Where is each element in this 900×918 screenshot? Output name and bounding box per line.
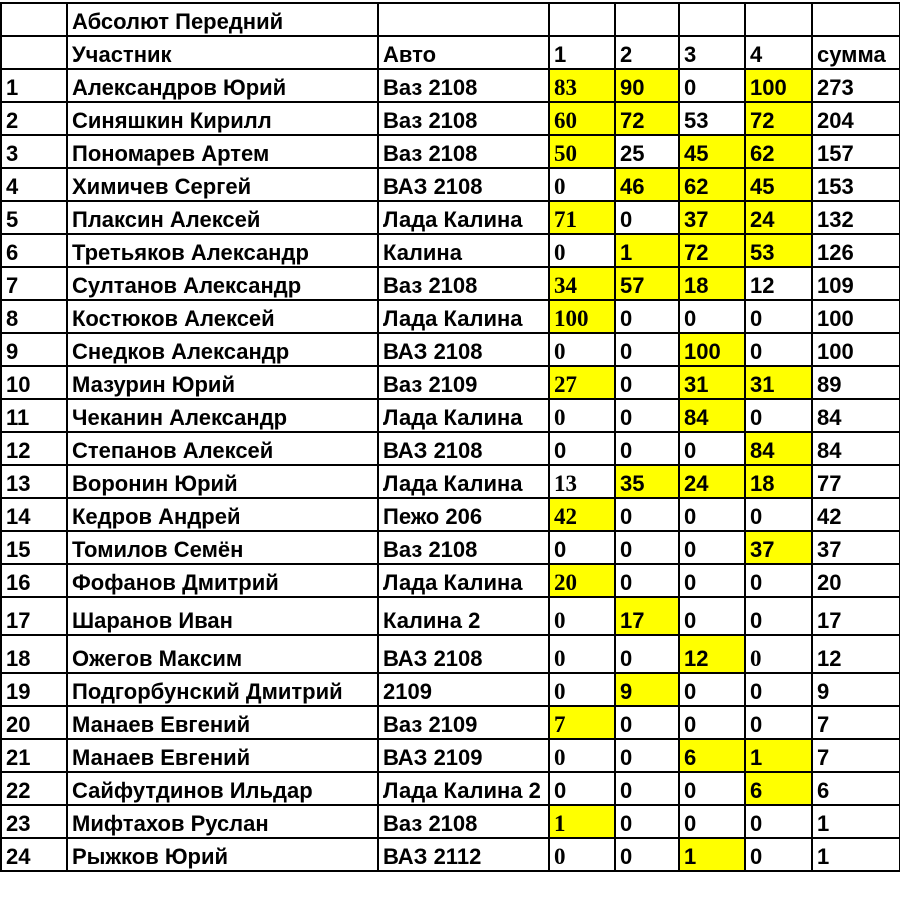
- round-4-score-cell: 0: [745, 597, 812, 635]
- round-1-score-cell: 13: [549, 465, 615, 498]
- table-row: [1, 135, 900, 168]
- round-3-score-cell: 0: [679, 498, 745, 531]
- sum-cell: 9: [812, 673, 900, 706]
- round-3-score-cell: 0: [679, 300, 745, 333]
- table-row: [1, 635, 900, 673]
- round-1-score-cell: 0: [549, 772, 615, 805]
- position-cell: 2: [1, 102, 67, 135]
- car-cell: Пежо 206: [378, 498, 549, 531]
- round-2-score-cell: 1: [615, 234, 679, 267]
- participant-name-cell: Воронин Юрий: [67, 465, 378, 498]
- position-cell: 3: [1, 135, 67, 168]
- position-cell: 16: [1, 564, 67, 597]
- round-4-score-cell: 0: [745, 564, 812, 597]
- table-row: [1, 234, 900, 267]
- sum-cell: 100: [812, 300, 900, 333]
- round-1-score-cell: 0: [549, 432, 615, 465]
- round-3-score-cell: 84: [679, 399, 745, 432]
- sum-cell: 37: [812, 531, 900, 564]
- sum-cell: 1: [812, 805, 900, 838]
- position-cell: 19: [1, 673, 67, 706]
- table-row: [1, 805, 900, 838]
- position-cell: 18: [1, 635, 67, 673]
- car-cell: ВАЗ 2109: [378, 739, 549, 772]
- round-3-score-cell: 37: [679, 201, 745, 234]
- round-4-score-cell: 53: [745, 234, 812, 267]
- car-cell: ВАЗ 2112: [378, 838, 549, 871]
- participant-name-cell: Подгорбунский Дмитрий: [67, 673, 378, 706]
- header-round-1: 1: [549, 36, 615, 69]
- round-1-score-cell: 0: [549, 168, 615, 201]
- round-3-score-cell: 6: [679, 739, 745, 772]
- car-cell: Лада Калина: [378, 300, 549, 333]
- table-row: [1, 531, 900, 564]
- round-2-score-cell: 17: [615, 597, 679, 635]
- round-4-score-cell: 0: [745, 399, 812, 432]
- round-1-score-cell: 0: [549, 739, 615, 772]
- round-1-score-cell: 1: [549, 805, 615, 838]
- sum-cell: 109: [812, 267, 900, 300]
- car-cell: Лада Калина: [378, 564, 549, 597]
- round-4-score-cell: 0: [745, 498, 812, 531]
- round-3-score-cell: 0: [679, 69, 745, 102]
- round-3-score-cell: 45: [679, 135, 745, 168]
- car-cell: Лада Калина: [378, 399, 549, 432]
- table-row: [1, 366, 900, 399]
- sheet-title: Абсолют Передний: [67, 3, 378, 36]
- round-4-score-cell: 84: [745, 432, 812, 465]
- table-row: [1, 399, 900, 432]
- sum-cell: 1: [812, 838, 900, 871]
- sum-cell: 77: [812, 465, 900, 498]
- round-1-score-cell: 0: [549, 333, 615, 366]
- round-2-score-cell: 0: [615, 739, 679, 772]
- round-4-score-cell: 72: [745, 102, 812, 135]
- round-3-score-cell: 72: [679, 234, 745, 267]
- sum-cell: 132: [812, 201, 900, 234]
- round-1-score-cell: 50: [549, 135, 615, 168]
- car-cell: Ваз 2108: [378, 102, 549, 135]
- car-cell: Ваз 2108: [378, 135, 549, 168]
- round-2-score-cell: 9: [615, 673, 679, 706]
- round-2-score-cell: 0: [615, 564, 679, 597]
- participant-name-cell: Синяшкин Кирилл: [67, 102, 378, 135]
- round-4-score-cell: 37: [745, 531, 812, 564]
- round-1-score-cell: 60: [549, 102, 615, 135]
- round-4-score-cell: 1: [745, 739, 812, 772]
- round-4-score-cell: 0: [745, 673, 812, 706]
- round-3-score-cell: 31: [679, 366, 745, 399]
- round-3-score-cell: 18: [679, 267, 745, 300]
- participant-name-cell: Ожегов Максим: [67, 635, 378, 673]
- position-cell: 21: [1, 739, 67, 772]
- participant-name-cell: Манаев Евгений: [67, 706, 378, 739]
- sum-cell: 273: [812, 69, 900, 102]
- round-1-score-cell: 0: [549, 234, 615, 267]
- participant-name-cell: Мифтахов Руслан: [67, 805, 378, 838]
- round-2-score-cell: 0: [615, 498, 679, 531]
- participant-name-cell: Фофанов Дмитрий: [67, 564, 378, 597]
- table-row: [1, 838, 900, 871]
- round-1-score-cell: 0: [549, 838, 615, 871]
- table-row: [1, 673, 900, 706]
- round-3-score-cell: 24: [679, 465, 745, 498]
- round-1-score-cell: 27: [549, 366, 615, 399]
- round-3-score-cell: 53: [679, 102, 745, 135]
- sum-cell: 126: [812, 234, 900, 267]
- header-sum: сумма: [812, 36, 900, 69]
- round-3-score-cell: 0: [679, 432, 745, 465]
- table-row: [1, 168, 900, 201]
- header-car: Авто: [378, 36, 549, 69]
- participant-name-cell: Сайфутдинов Ильдар: [67, 772, 378, 805]
- round-2-score-cell: 0: [615, 300, 679, 333]
- position-cell: 13: [1, 465, 67, 498]
- header-round-4: 4: [745, 36, 812, 69]
- position-cell: 4: [1, 168, 67, 201]
- table-row: [1, 102, 900, 135]
- cell-blank: [679, 3, 745, 36]
- header-row: [1, 36, 900, 69]
- position-cell: 24: [1, 838, 67, 871]
- position-cell: 5: [1, 201, 67, 234]
- participant-name-cell: Плаксин Алексей: [67, 201, 378, 234]
- round-2-score-cell: 25: [615, 135, 679, 168]
- car-cell: Калина: [378, 234, 549, 267]
- round-3-score-cell: 0: [679, 772, 745, 805]
- car-cell: Ваз 2108: [378, 69, 549, 102]
- sum-cell: 7: [812, 739, 900, 772]
- round-4-score-cell: 31: [745, 366, 812, 399]
- cell-blank: [615, 3, 679, 36]
- round-1-score-cell: 0: [549, 531, 615, 564]
- round-1-score-cell: 83: [549, 69, 615, 102]
- car-cell: Калина 2: [378, 597, 549, 635]
- position-cell: 11: [1, 399, 67, 432]
- round-1-score-cell: 7: [549, 706, 615, 739]
- round-1-score-cell: 0: [549, 635, 615, 673]
- cell-blank: [378, 3, 549, 36]
- round-3-score-cell: 0: [679, 564, 745, 597]
- position-cell: 8: [1, 300, 67, 333]
- round-2-score-cell: 46: [615, 168, 679, 201]
- car-cell: Лада Калина 2: [378, 772, 549, 805]
- car-cell: Ваз 2109: [378, 366, 549, 399]
- car-cell: ВАЗ 2108: [378, 635, 549, 673]
- table-row: [1, 772, 900, 805]
- car-cell: Ваз 2108: [378, 267, 549, 300]
- car-cell: ВАЗ 2108: [378, 168, 549, 201]
- round-4-score-cell: 0: [745, 635, 812, 673]
- sum-cell: 84: [812, 399, 900, 432]
- round-4-score-cell: 0: [745, 300, 812, 333]
- sum-cell: 7: [812, 706, 900, 739]
- participant-name-cell: Манаев Евгений: [67, 739, 378, 772]
- position-cell: 17: [1, 597, 67, 635]
- sum-cell: 157: [812, 135, 900, 168]
- round-3-score-cell: 100: [679, 333, 745, 366]
- round-3-score-cell: 0: [679, 805, 745, 838]
- round-3-score-cell: 0: [679, 673, 745, 706]
- round-2-score-cell: 0: [615, 366, 679, 399]
- participant-name-cell: Химичев Сергей: [67, 168, 378, 201]
- car-cell: ВАЗ 2108: [378, 333, 549, 366]
- header-participant: Участник: [67, 36, 378, 69]
- participant-name-cell: Кедров Андрей: [67, 498, 378, 531]
- participant-name-cell: Третьяков Александр: [67, 234, 378, 267]
- round-1-score-cell: 0: [549, 673, 615, 706]
- round-2-score-cell: 0: [615, 635, 679, 673]
- participant-name-cell: Мазурин Юрий: [67, 366, 378, 399]
- position-cell: 6: [1, 234, 67, 267]
- round-4-score-cell: 0: [745, 706, 812, 739]
- round-2-score-cell: 0: [615, 399, 679, 432]
- table-row: [1, 706, 900, 739]
- sum-cell: 42: [812, 498, 900, 531]
- sum-cell: 204: [812, 102, 900, 135]
- cell-blank: [1, 3, 67, 36]
- car-cell: ВАЗ 2108: [378, 432, 549, 465]
- sum-cell: 89: [812, 366, 900, 399]
- participant-name-cell: Томилов Семён: [67, 531, 378, 564]
- round-4-score-cell: 62: [745, 135, 812, 168]
- table-row: [1, 300, 900, 333]
- car-cell: Ваз 2108: [378, 805, 549, 838]
- round-3-score-cell: 0: [679, 706, 745, 739]
- car-cell: 2109: [378, 673, 549, 706]
- participant-name-cell: Степанов Алексей: [67, 432, 378, 465]
- table-row: [1, 267, 900, 300]
- position-cell: 14: [1, 498, 67, 531]
- car-cell: Лада Калина: [378, 201, 549, 234]
- participant-name-cell: Чеканин Александр: [67, 399, 378, 432]
- round-3-score-cell: 62: [679, 168, 745, 201]
- round-4-score-cell: 0: [745, 838, 812, 871]
- round-2-score-cell: 0: [615, 333, 679, 366]
- round-4-score-cell: 18: [745, 465, 812, 498]
- round-2-score-cell: 0: [615, 432, 679, 465]
- position-cell: 15: [1, 531, 67, 564]
- participant-name-cell: Султанов Александр: [67, 267, 378, 300]
- results-table: [0, 2, 900, 872]
- cell-blank: [745, 3, 812, 36]
- round-2-score-cell: 0: [615, 531, 679, 564]
- participant-name-cell: Александров Юрий: [67, 69, 378, 102]
- round-4-score-cell: 24: [745, 201, 812, 234]
- table-row: [1, 465, 900, 498]
- participant-name-cell: Рыжков Юрий: [67, 838, 378, 871]
- sum-cell: 100: [812, 333, 900, 366]
- round-4-score-cell: 0: [745, 805, 812, 838]
- round-3-score-cell: 0: [679, 531, 745, 564]
- round-1-score-cell: 0: [549, 399, 615, 432]
- position-cell: 10: [1, 366, 67, 399]
- participant-name-cell: Пономарев Артем: [67, 135, 378, 168]
- position-cell: 9: [1, 333, 67, 366]
- round-2-score-cell: 35: [615, 465, 679, 498]
- sum-cell: 17: [812, 597, 900, 635]
- round-2-score-cell: 0: [615, 201, 679, 234]
- cell-blank: [1, 36, 67, 69]
- round-1-score-cell: 0: [549, 597, 615, 635]
- round-2-score-cell: 57: [615, 267, 679, 300]
- round-1-score-cell: 42: [549, 498, 615, 531]
- round-1-score-cell: 34: [549, 267, 615, 300]
- table-row: [1, 333, 900, 366]
- round-2-score-cell: 0: [615, 772, 679, 805]
- round-1-score-cell: 100: [549, 300, 615, 333]
- round-2-score-cell: 0: [615, 838, 679, 871]
- table-row: [1, 597, 900, 635]
- round-4-score-cell: 6: [745, 772, 812, 805]
- position-cell: 22: [1, 772, 67, 805]
- round-1-score-cell: 20: [549, 564, 615, 597]
- table-row: [1, 564, 900, 597]
- cell-blank: [549, 3, 615, 36]
- car-cell: Ваз 2109: [378, 706, 549, 739]
- table-row: [1, 69, 900, 102]
- sum-cell: 6: [812, 772, 900, 805]
- position-cell: 1: [1, 69, 67, 102]
- sum-cell: 84: [812, 432, 900, 465]
- round-2-score-cell: 0: [615, 706, 679, 739]
- participant-name-cell: Шаранов Иван: [67, 597, 378, 635]
- round-1-score-cell: 71: [549, 201, 615, 234]
- position-cell: 7: [1, 267, 67, 300]
- round-4-score-cell: 12: [745, 267, 812, 300]
- car-cell: Лада Калина: [378, 465, 549, 498]
- position-cell: 23: [1, 805, 67, 838]
- sum-cell: 20: [812, 564, 900, 597]
- round-3-score-cell: 12: [679, 635, 745, 673]
- round-3-score-cell: 1: [679, 838, 745, 871]
- header-round-2: 2: [615, 36, 679, 69]
- car-cell: Ваз 2108: [378, 531, 549, 564]
- round-2-score-cell: 72: [615, 102, 679, 135]
- position-cell: 20: [1, 706, 67, 739]
- position-cell: 12: [1, 432, 67, 465]
- participant-name-cell: Костюков Алексей: [67, 300, 378, 333]
- round-2-score-cell: 90: [615, 69, 679, 102]
- table-row: [1, 498, 900, 531]
- round-4-score-cell: 100: [745, 69, 812, 102]
- round-4-score-cell: 45: [745, 168, 812, 201]
- table-row: [1, 201, 900, 234]
- table-row: [1, 432, 900, 465]
- sum-cell: 153: [812, 168, 900, 201]
- round-2-score-cell: 0: [615, 805, 679, 838]
- participant-name-cell: Снедков Александр: [67, 333, 378, 366]
- title-row: [1, 3, 900, 36]
- header-round-3: 3: [679, 36, 745, 69]
- sum-cell: 12: [812, 635, 900, 673]
- round-3-score-cell: 0: [679, 597, 745, 635]
- round-4-score-cell: 0: [745, 333, 812, 366]
- cell-blank: [812, 3, 900, 36]
- table-row: [1, 739, 900, 772]
